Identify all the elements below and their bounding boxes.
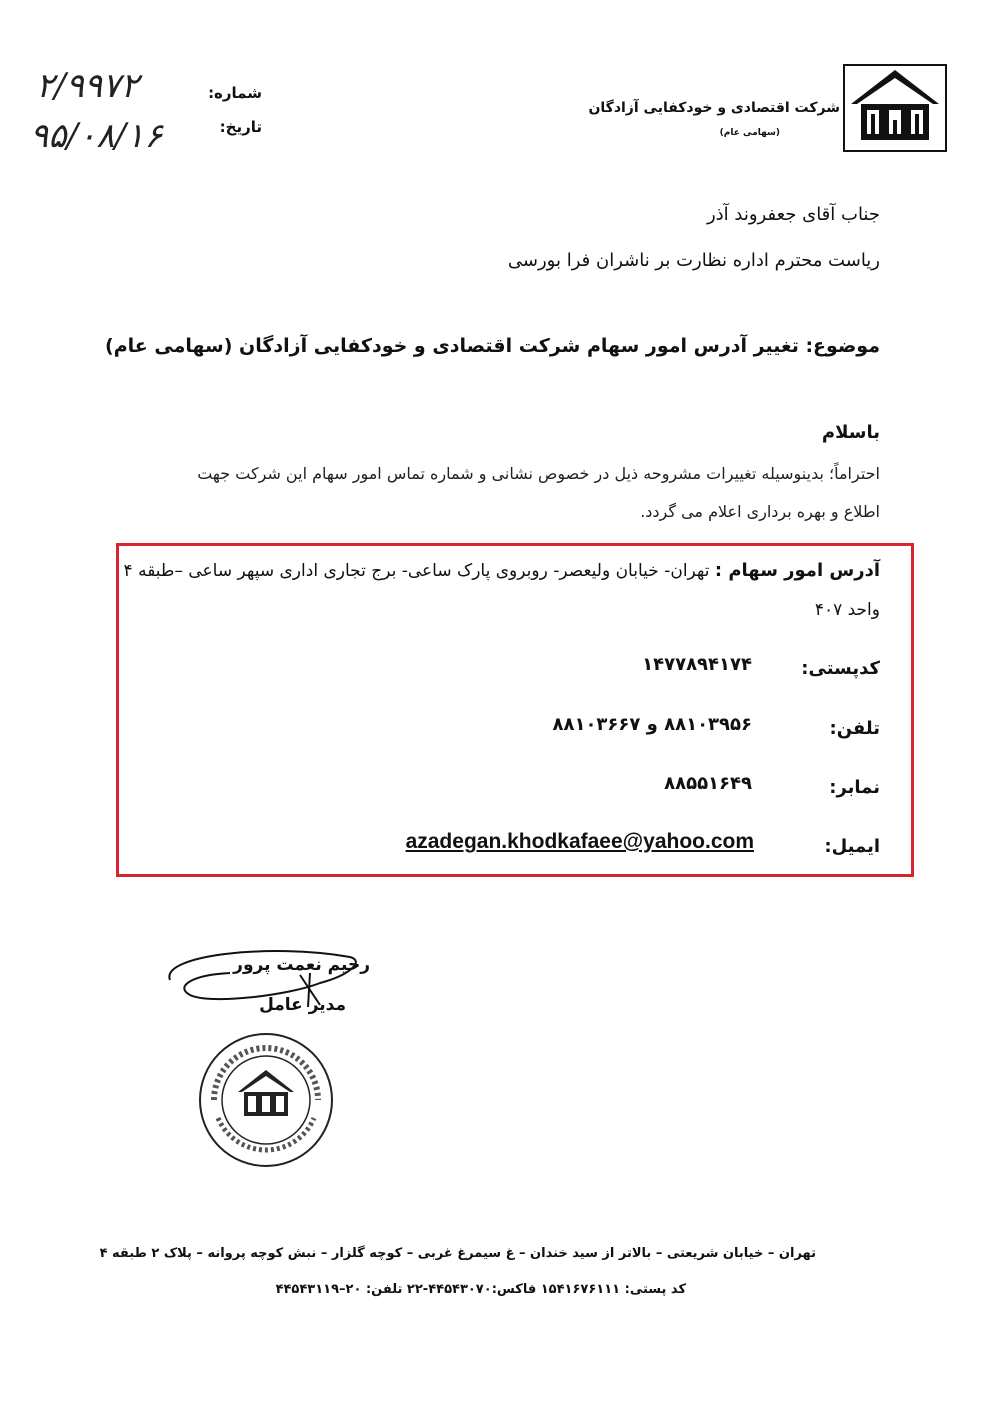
company-type: (سهامی عام) [719, 128, 780, 138]
number-label: شماره: [208, 84, 262, 102]
address-label: آدرس امور سهام : [714, 560, 880, 581]
address-row [124, 560, 880, 581]
email-label: ایمیل: [824, 836, 880, 857]
body-line-1: احتراماً؛ بدینوسیله تغییرات مشروحه ذیل در خصوص نشانی و شماره تماس امور سهام این شرکت جهت [197, 464, 880, 483]
company-name: شرکت اقتصادی و خودکفایی آزادگان [588, 100, 840, 116]
signatory-title: مدیر عامل [259, 995, 346, 1015]
postal-value: ۱۴۷۷۸۹۴۱۷۴ [642, 654, 752, 675]
footer-address: تهران – خیابان شریعتی – بالاتر از سید خندان – غ سیمرغ غربی – کوچه گلزار – نبش کوچه پروانه – پلاک ۲ طبقه ۴ [99, 1246, 816, 1261]
phone-label: تلفن: [829, 718, 880, 739]
footer-contacts: کد پستی: ۱۵۴۱۶۷۶۱۱۱ فاکس:۴۴۵۴۳۰۷۰-۲۲ تلفن: ۲۰–۴۴۵۴۳۱۱۹ [275, 1282, 686, 1297]
contact-info-box [116, 543, 914, 877]
greeting: باسلام [821, 422, 880, 443]
phone-value: ۸۸۱۰۳۹۵۶ و ۸۸۱۰۳۶۶۷ [552, 714, 752, 735]
letter-number: ۲/۹۹۷۲ [36, 66, 139, 106]
date-label: تاریخ: [219, 118, 262, 136]
fax-value: ۸۸۵۵۱۶۴۹ [664, 773, 752, 794]
body-line-2: اطلاع و بهره برداری اعلام می گردد. [640, 502, 880, 521]
company-logo [843, 64, 947, 152]
company-seal [196, 1030, 336, 1170]
address-value: تهران- خیابان ولیعصر- روبروی پارک ساعی- برج تجاری اداری سپهر ساعی –طبقه ۴ [123, 561, 710, 581]
recipient-title: ریاست محترم اداره نظارت بر ناشران فرا بورسی [507, 250, 880, 271]
address-unit: واحد ۴۰۷ [814, 600, 880, 620]
fax-label: نمابر: [829, 777, 880, 798]
recipient-name: جناب آقای جعفروند آذر [706, 204, 880, 225]
signatory-name: رحیم نعمت پرور [233, 955, 370, 975]
email-link[interactable]: azadegan.khodkafaee@yahoo.com [405, 830, 754, 853]
postal-label: کدپستی: [801, 658, 880, 679]
subject-line: موضوع: تغییر آدرس امور سهام شرکت اقتصادی و خودکفایی آزادگان (سهامی عام) [105, 335, 880, 357]
letter-date: ۹۵/۰۸/۱۶ [30, 116, 163, 156]
body-paragraph [110, 455, 880, 531]
